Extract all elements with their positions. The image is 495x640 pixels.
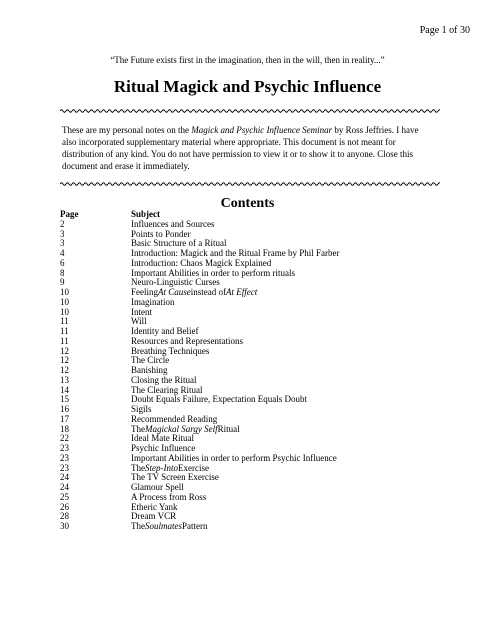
toc-page-number: 11 xyxy=(60,335,69,346)
toc-subject-part: Influences and Sources xyxy=(131,218,215,229)
contents-heading: Contents xyxy=(220,196,275,211)
toc-page-number: 23 xyxy=(60,452,69,463)
toc-subject-part: Points to Ponder xyxy=(131,228,191,239)
toc-row xyxy=(60,425,339,435)
toc-row xyxy=(60,493,339,503)
toc-row xyxy=(60,288,339,298)
toc-subject-part: Dream VCR xyxy=(131,511,177,522)
toc-subject-part: Pattern xyxy=(182,521,208,531)
table-of-contents xyxy=(60,210,339,532)
toc-row xyxy=(60,522,339,532)
toc-row xyxy=(60,434,339,444)
toc-subject-part: A Process from Ross xyxy=(131,491,207,502)
toc-subject-part: Exercise xyxy=(178,462,209,473)
toc-page-number: 2 xyxy=(60,218,65,229)
wavy-divider-top xyxy=(60,108,440,114)
toc-subject-part: Identity and Belief xyxy=(131,326,199,336)
toc-subject-part: Sigils xyxy=(131,404,152,414)
toc-page-number: 8 xyxy=(60,267,65,278)
toc-page-number: 16 xyxy=(60,404,69,414)
toc-row xyxy=(60,395,339,405)
toc-page-number: 18 xyxy=(60,423,69,434)
wavy-divider-bottom xyxy=(60,181,440,187)
toc-subject-part: Ritual xyxy=(217,423,240,434)
toc-subject-part: Closing the Ritual xyxy=(131,374,197,385)
toc-subject-part: Intent xyxy=(131,306,152,317)
toc-subject-part: instead of xyxy=(190,287,226,297)
intro-text-2: by Ross Jeffries. I have also incorporated supplementary material where appropriate. This document is not meant for distribution of any kind. You do not have permission to view it or to show it to anyone. Close this document and erase it immediately. xyxy=(62,125,419,171)
toc-page-number: 12 xyxy=(60,355,69,366)
toc-subject-part: At Cause xyxy=(158,287,191,297)
toc-subject-part: At Effect xyxy=(226,287,258,297)
toc-subject-part: Ideal Mate Ritual xyxy=(131,433,194,444)
toc-row xyxy=(60,308,339,318)
toc-page-number: 11 xyxy=(60,326,69,336)
toc-subject-part: The xyxy=(131,521,145,531)
toc-subject-part: The Circle xyxy=(131,355,170,366)
toc-row xyxy=(60,298,339,308)
toc-subject xyxy=(131,395,307,405)
toc-row xyxy=(60,366,339,376)
toc-page-number: 23 xyxy=(60,443,69,453)
document-title: Ritual Magick and Psychic Influence xyxy=(113,77,382,96)
toc-subject-part: Psychic Influence xyxy=(131,443,196,453)
toc-page-number: 23 xyxy=(60,462,69,473)
toc-subject-part: Doubt Equals Failure, Expectation Equals Doubt xyxy=(131,394,307,405)
toc-page-number: 9 xyxy=(60,277,65,288)
intro-text-1: These are my personal notes on the xyxy=(62,125,192,135)
toc-subject-part: Etheric Yank xyxy=(131,501,178,512)
toc-header-subject: Subject xyxy=(131,209,160,219)
toc-page-number: 4 xyxy=(60,248,65,258)
toc-row xyxy=(60,347,339,357)
toc-page-number: 26 xyxy=(60,501,69,512)
intro-paragraph xyxy=(62,124,434,172)
toc-row xyxy=(60,356,339,366)
toc-subject-part: Basic Structure of a Ritual xyxy=(131,238,227,249)
toc-page-number: 14 xyxy=(60,384,69,395)
toc-page-number: 24 xyxy=(60,482,69,492)
toc-row xyxy=(60,503,339,513)
epigraph-quote: “The Future exists first in the imagination, then in the will, then in reality...” xyxy=(110,55,385,65)
toc-subject-part: Important Abilities in order to perform rituals xyxy=(131,267,295,278)
toc-page-number: 6 xyxy=(60,257,65,268)
toc-subject-part: Imagination xyxy=(131,296,175,307)
toc-page-number: 12 xyxy=(60,345,69,356)
page-number: Page 1 of 30 xyxy=(419,25,470,36)
toc-subject-part: The Clearing Ritual xyxy=(131,384,203,395)
toc-page-number: 15 xyxy=(60,394,69,405)
toc-page-number: 30 xyxy=(60,521,69,531)
toc-subject-part: Banishing xyxy=(131,365,168,375)
toc-subject-part: Step-Into xyxy=(145,462,178,473)
toc-page-number: 11 xyxy=(60,316,69,327)
toc-subject-part: Will xyxy=(131,316,147,327)
toc-page-number: 28 xyxy=(60,511,69,522)
toc-page-number: 25 xyxy=(60,491,69,502)
toc-subject-part: Glamour Spell xyxy=(131,482,184,492)
toc-page-number: 13 xyxy=(60,374,69,385)
toc-subject-part: Breathing Techniques xyxy=(131,345,210,356)
toc-subject-part: Introduction: Chaos Magick Explained xyxy=(131,257,272,268)
toc-row xyxy=(60,473,339,483)
toc-row xyxy=(60,220,339,230)
toc-page-number: 12 xyxy=(60,365,69,375)
seminar-name: Magick and Psychic Influence Seminar xyxy=(191,125,333,135)
toc-page-number: 3 xyxy=(60,238,65,249)
toc-row xyxy=(60,317,339,327)
toc-page-number: 3 xyxy=(60,228,65,239)
toc-subject-part: Feeling xyxy=(131,287,158,297)
toc-subject-part: Resources and Representations xyxy=(131,335,243,346)
toc-page-number: 10 xyxy=(60,296,69,307)
toc-subject-part: The xyxy=(131,462,145,473)
toc-subject-part: Recommended Reading xyxy=(131,413,218,424)
toc-subject-part: Important Abilities in order to perform Psychic Influence xyxy=(131,452,337,463)
toc-subject-part: The TV Screen Exercise xyxy=(131,472,219,483)
toc-page-number: 10 xyxy=(60,306,69,317)
toc-header-page: Page xyxy=(60,209,79,219)
toc-subject xyxy=(131,522,208,532)
toc-subject-part: Introduction: Magick and the Ritual Frame by Phil Farber xyxy=(131,248,340,258)
toc-page-number: 17 xyxy=(60,413,69,424)
toc-subject-part: Magickal Sargy Self xyxy=(145,423,218,434)
toc-page-number: 24 xyxy=(60,472,69,483)
toc-subject-part: Soulmates xyxy=(145,521,182,531)
toc-subject-part: The xyxy=(131,423,145,434)
toc-subject-part: Neuro-Linguistic Curses xyxy=(131,277,220,288)
toc-page-number: 22 xyxy=(60,433,69,444)
toc-page-number: 10 xyxy=(60,287,69,297)
